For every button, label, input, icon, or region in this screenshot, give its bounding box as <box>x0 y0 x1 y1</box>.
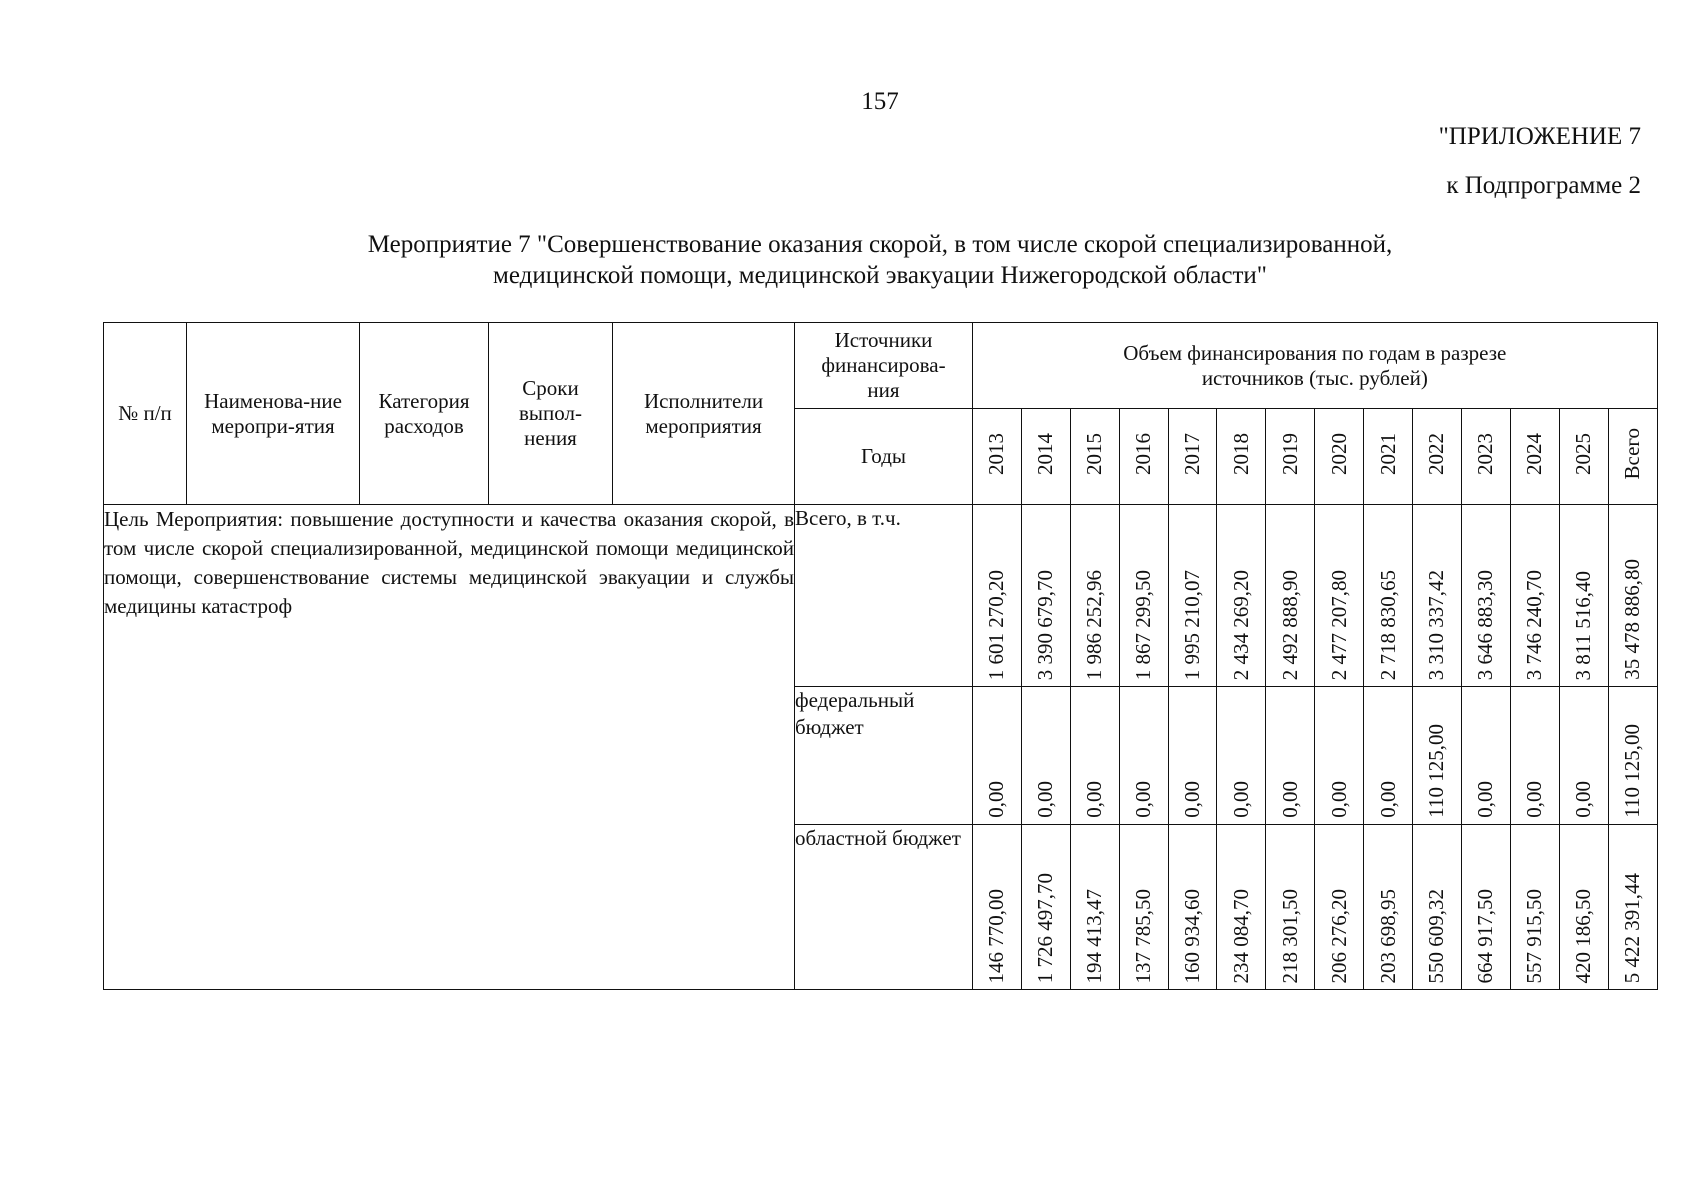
year-header <box>1461 409 1510 505</box>
value-text: 1 986 252,96 <box>1082 569 1107 680</box>
appendix-subtitle: к Подпрограмме 2 <box>1446 172 1641 199</box>
value-cell <box>1608 825 1657 990</box>
value-text: 234 084,70 <box>1228 888 1253 983</box>
year-header-label: 2025 <box>1571 432 1596 475</box>
value-text: 2 718 830,65 <box>1375 569 1400 680</box>
value-cell <box>1510 687 1559 825</box>
value-text: 1 601 270,20 <box>984 569 1009 680</box>
value-text: 5 422 391,44 <box>1620 872 1645 983</box>
goal-text: Цель Мероприятия: повышение доступности и качества оказания скорой, в том числе скорой специализированной, медицинской помощи медицинской помощи, совершенствование системы медицинской эвакуации и службы медицины катастроф <box>104 505 795 990</box>
value-cell <box>973 825 1022 990</box>
value-text: 0,00 <box>1180 781 1204 818</box>
value-cell <box>1217 687 1266 825</box>
value-cell <box>1021 687 1070 825</box>
header-sources: Источники финансирова-ния <box>795 323 973 409</box>
value-text: 35 478 886,80 <box>1620 559 1645 680</box>
value-text: 146 770,00 <box>984 888 1009 983</box>
year-header <box>1021 409 1070 505</box>
year-header <box>1413 409 1462 505</box>
year-header <box>1315 409 1364 505</box>
value-cell <box>1510 505 1559 687</box>
value-cell <box>1070 687 1119 825</box>
year-header-label: 2018 <box>1228 432 1253 475</box>
year-header-label: 2013 <box>984 432 1009 475</box>
value-cell <box>1119 687 1168 825</box>
source-label: федеральный бюджет <box>795 687 973 825</box>
value-cell <box>1315 505 1364 687</box>
value-cell <box>1070 505 1119 687</box>
value-cell <box>1559 825 1608 990</box>
value-text: 0,00 <box>1375 781 1400 818</box>
header-num: № п/п <box>104 323 187 505</box>
year-header-label: 2019 <box>1277 432 1302 475</box>
value-text: 218 301,50 <box>1277 888 1302 983</box>
value-cell <box>1315 687 1364 825</box>
value-cell <box>1608 687 1657 825</box>
value-cell <box>1070 825 1119 990</box>
year-header <box>1266 409 1315 505</box>
value-text: 0,00 <box>1228 781 1253 818</box>
value-cell <box>1266 687 1315 825</box>
value-text: 206 276,20 <box>1326 888 1351 983</box>
value-text: 1 867 299,50 <box>1131 569 1156 680</box>
year-header-label: 2015 <box>1082 432 1107 475</box>
year-header-label: Всего <box>1620 427 1645 480</box>
year-header <box>1559 409 1608 505</box>
financing-table <box>103 322 1658 990</box>
value-text: 3 646 883,30 <box>1473 569 1498 680</box>
year-header-label: 2022 <box>1424 432 1449 475</box>
value-cell <box>1559 687 1608 825</box>
value-cell <box>1461 687 1510 825</box>
source-label: областной бюджет <box>795 825 973 990</box>
value-text: 110 125,00 <box>1620 724 1645 818</box>
year-header <box>1070 409 1119 505</box>
value-cell <box>1168 687 1217 825</box>
year-header-label: 2024 <box>1522 432 1547 475</box>
value-cell <box>1021 825 1070 990</box>
value-text: 664 917,50 <box>1473 888 1498 983</box>
year-header <box>973 409 1022 505</box>
value-cell <box>1364 825 1413 990</box>
value-text: 420 186,50 <box>1571 888 1596 983</box>
value-text: 194 413,47 <box>1082 888 1107 983</box>
value-cell <box>1413 687 1462 825</box>
header-category: Категория расходов <box>360 323 489 505</box>
header-executors: Исполнители мероприятия <box>613 323 795 505</box>
value-cell <box>1461 505 1510 687</box>
page-number: 157 <box>861 88 899 115</box>
value-text: 3 746 240,70 <box>1522 569 1547 680</box>
value-cell <box>1364 687 1413 825</box>
value-cell <box>1266 505 1315 687</box>
year-header-label: 2017 <box>1180 432 1204 475</box>
year-header-label: 2020 <box>1326 432 1351 475</box>
year-header <box>1510 409 1559 505</box>
title-line-1: Мероприятие 7 "Совершенствование оказания скорой, в том числе скорой специализированной, <box>367 231 1393 258</box>
value-text: 3 811 516,40 <box>1571 570 1596 680</box>
value-text: 0,00 <box>1571 781 1596 818</box>
value-cell <box>1168 505 1217 687</box>
header-name: Наименова-ние меропри-ятия <box>187 323 360 505</box>
value-cell <box>1608 505 1657 687</box>
year-header <box>1168 409 1217 505</box>
year-header-label: 2014 <box>1033 432 1058 475</box>
year-header-label: 2021 <box>1375 432 1400 475</box>
value-text: 0,00 <box>1033 781 1058 818</box>
value-text: 2 477 207,80 <box>1326 569 1351 680</box>
value-text: 0,00 <box>1277 781 1302 818</box>
value-text: 110 125,00 <box>1424 724 1449 818</box>
value-text: 160 934,60 <box>1180 888 1204 983</box>
header-years-label: Годы <box>795 409 973 505</box>
appendix-title: "ПРИЛОЖЕНИЕ 7 <box>1438 123 1641 150</box>
source-label: Всего, в т.ч. <box>795 505 973 687</box>
year-header <box>1119 409 1168 505</box>
value-cell <box>1413 825 1462 990</box>
value-cell <box>1217 825 1266 990</box>
value-cell <box>1559 505 1608 687</box>
value-cell <box>1364 505 1413 687</box>
header-terms: Сроки выпол-нения <box>489 323 613 505</box>
value-cell <box>1021 505 1070 687</box>
year-header-label: 2023 <box>1473 432 1498 475</box>
value-text: 550 609,32 <box>1424 888 1449 983</box>
document-title <box>200 229 1560 291</box>
value-text: 0,00 <box>984 781 1009 818</box>
value-cell <box>1119 825 1168 990</box>
value-text: 137 785,50 <box>1131 888 1156 983</box>
value-cell <box>1510 825 1559 990</box>
year-header-label: 2016 <box>1131 432 1156 475</box>
value-cell <box>1266 825 1315 990</box>
header-volume: Объем финансирования по годам в разрезе источников (тыс. рублей) <box>973 323 1658 409</box>
value-text: 557 915,50 <box>1522 888 1547 983</box>
value-text: 3 390 679,70 <box>1033 569 1058 680</box>
value-text: 0,00 <box>1131 781 1156 818</box>
year-header <box>1608 409 1657 505</box>
value-text: 3 310 337,42 <box>1424 569 1449 680</box>
year-header <box>1217 409 1266 505</box>
value-text: 2 434 269,20 <box>1228 569 1253 680</box>
value-cell <box>1413 505 1462 687</box>
value-cell <box>1461 825 1510 990</box>
value-text: 203 698,95 <box>1375 888 1400 983</box>
value-text: 0,00 <box>1473 781 1498 818</box>
value-text: 1 995 210,07 <box>1180 569 1204 680</box>
value-cell <box>1315 825 1364 990</box>
title-line-2: медицинской помощи, медицинской эвакуации Нижегородской области" <box>493 262 1267 289</box>
value-cell <box>1119 505 1168 687</box>
value-cell <box>1217 505 1266 687</box>
value-cell <box>973 505 1022 687</box>
value-text: 0,00 <box>1326 781 1351 818</box>
value-cell <box>973 687 1022 825</box>
value-text: 0,00 <box>1522 781 1547 818</box>
value-text: 2 492 888,90 <box>1277 569 1302 680</box>
value-cell <box>1168 825 1217 990</box>
value-text: 1 726 497,70 <box>1033 872 1058 983</box>
year-header <box>1364 409 1413 505</box>
value-text: 0,00 <box>1082 781 1107 818</box>
